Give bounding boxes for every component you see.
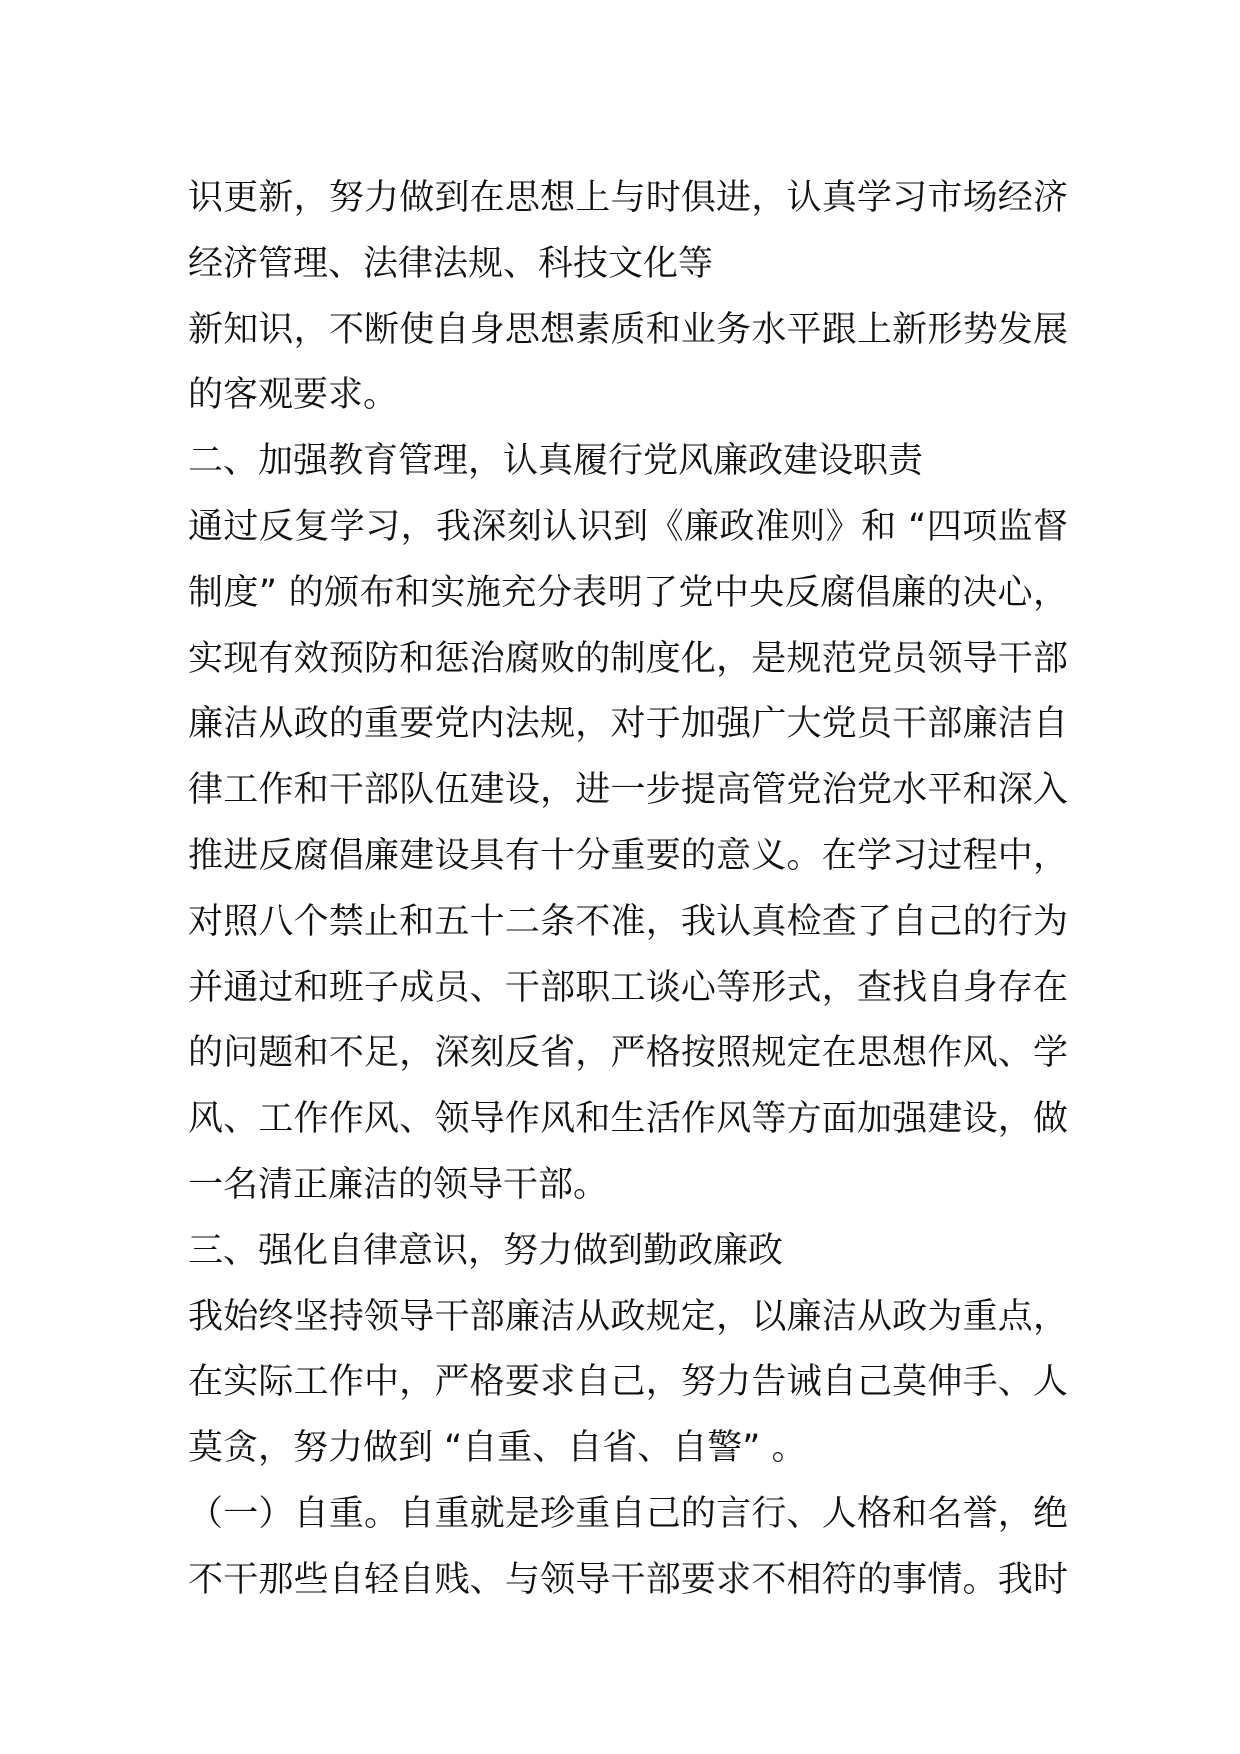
text-line: 的问题和不足，深刻反省，严格按照规定在思想作风、学 bbox=[188, 1033, 1068, 1074]
text-line: 在实际工作中，严格要求自己，努力告诫自己莫伸手、人 bbox=[188, 1362, 1068, 1403]
text-line: 律工作和干部队伍建设，进一步提高管党治党水平和深入 bbox=[188, 770, 1068, 811]
text-line: 我始终坚持领导干部廉洁从政规定，以廉洁从政为重点， bbox=[188, 1296, 1068, 1337]
document-body bbox=[188, 166, 1068, 1614]
text-line: 制度” 的颁布和实施充分表明了党中央反腐倡廉的决心， bbox=[188, 572, 1068, 613]
text-line: 识更新，努力做到在思想上与时俱进，认真学习市场经济 bbox=[188, 178, 1068, 218]
text-line: 并通过和班子成员、干部职工谈心等形式，查找自身存在 bbox=[188, 967, 1068, 1008]
text-line: 经济管理、法律法规、科技文化等 bbox=[188, 243, 714, 284]
text-line: 通过反复学习，我深刻认识到《廉政准则》和 “四项监督 bbox=[188, 506, 1068, 547]
text-line: 廉洁从政的重要党内法规，对于加强广大党员干部廉洁自 bbox=[188, 704, 1068, 745]
text-line: 风、工作作风、领导作风和生活作风等方面加强建设，做 bbox=[188, 1099, 1068, 1140]
text-line: 一名清正廉洁的领导干部。 bbox=[188, 1164, 609, 1205]
section-heading: 三、强化自律意识，努力做到勤政廉政 bbox=[188, 1230, 784, 1271]
section-heading: 二、加强教育管理，认真履行党风廉政建设职责 bbox=[188, 441, 924, 482]
text-line: （一）自重。自重就是珍重自己的言行、人格和名誉，绝 bbox=[188, 1493, 1068, 1534]
text-line: 推进反腐倡廉建设具有十分重要的意义。在学习过程中， bbox=[188, 835, 1068, 876]
text-line: 实现有效预防和惩治腐败的制度化，是规范党员领导干部 bbox=[188, 638, 1068, 679]
text-line: 新知识，不断使自身思想素质和业务水平跟上新形势发展 bbox=[188, 309, 1068, 350]
text-line: 不干那些自轻自贱、与领导干部要求不相符的事情。我时 bbox=[188, 1559, 1068, 1600]
text-line: 莫贪，努力做到 “自重、自省、自警” 。 bbox=[188, 1428, 807, 1469]
text-line: 的客观要求。 bbox=[188, 375, 399, 416]
text-line: 对照八个禁止和五十二条不准，我认真检查了自己的行为 bbox=[188, 901, 1068, 942]
